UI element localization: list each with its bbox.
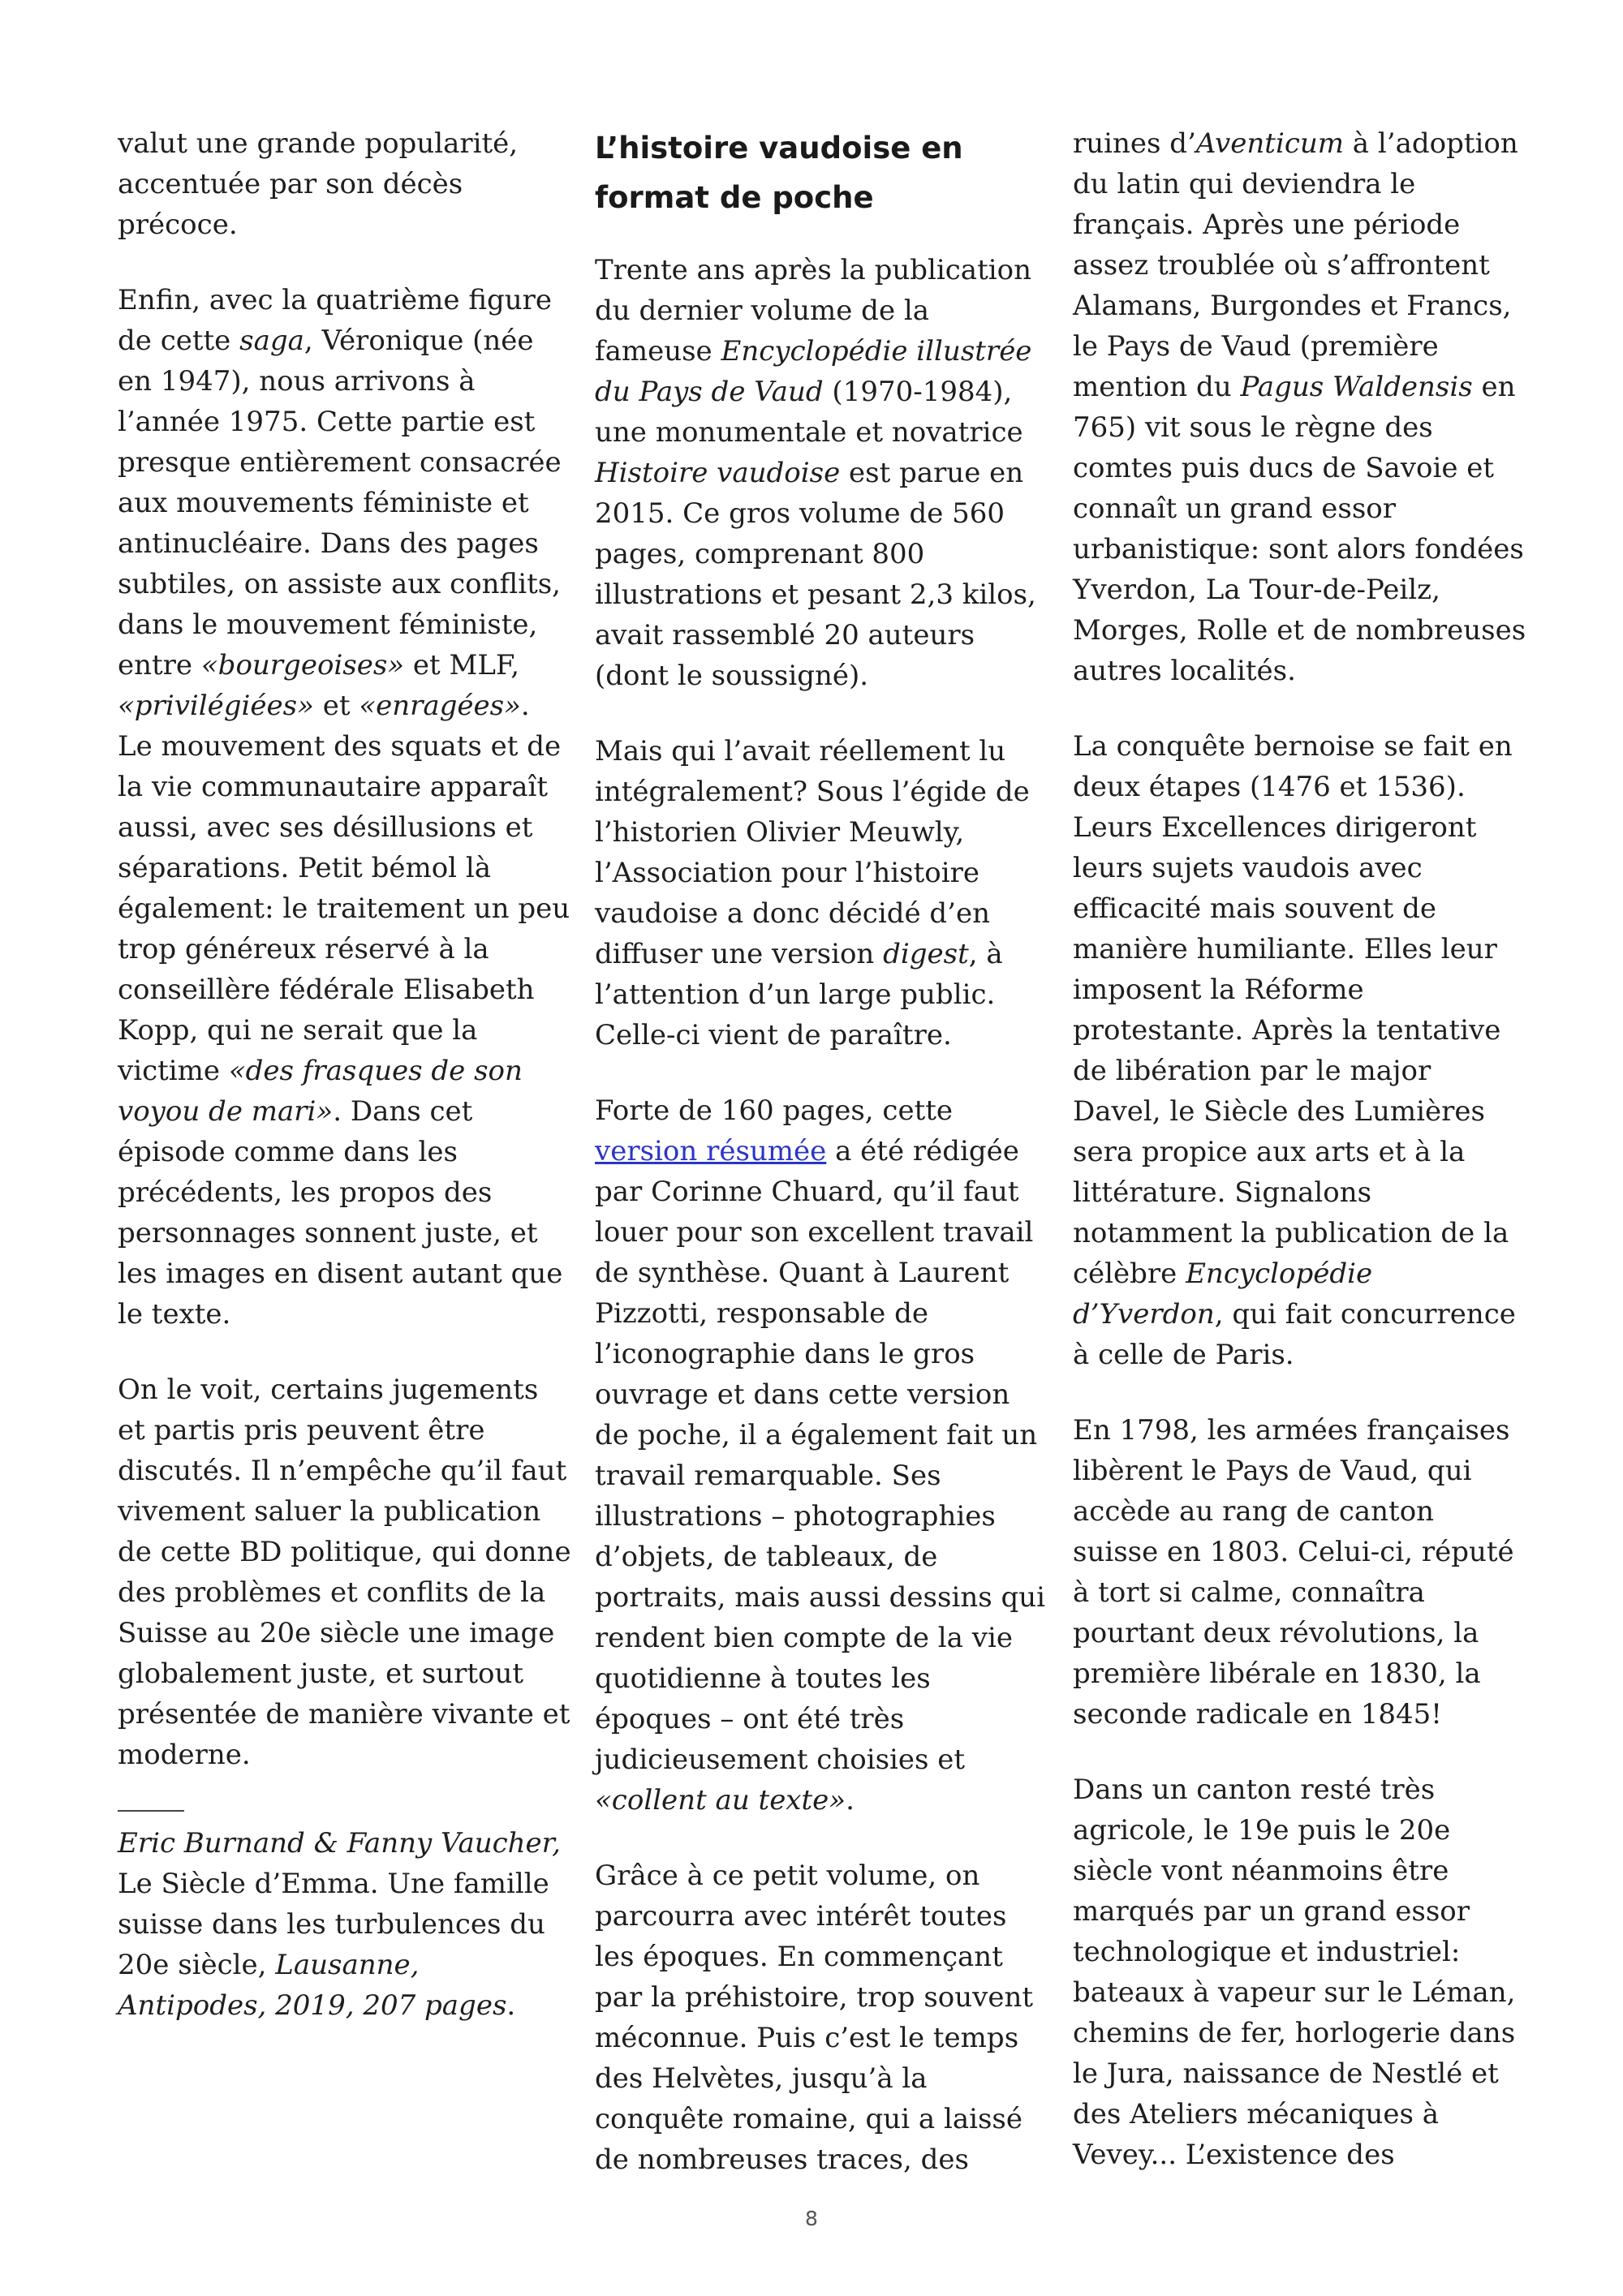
book-reference: Eric Burnand & Fanny Vaucher, Le Siècle d’Emma. Une famille suisse dans les turbulences du 20e siècle, Lausanne, Antipodes, 2019, 207 pages. (118, 1827, 561, 2022)
paragraph: Forte de 160 pages, cette version résumée a été rédigée par Corinne Chuard, qu’il faut louer pour son excellent travail de synthèse. Quant à Laurent Pizzotti, responsable de l’iconographie dans le gros ouvrage et dans cette version de poche, il a également fait un travail remarquable. Ses illustrations – photographies d’objets, de tableaux, de portraits, mais aussi dessins qui rendent bien compte de la vie quotidienne à toutes les époques – ont été très judicieusement choisies et «collent au texte». (595, 1094, 1046, 1817)
page-number: 8 (805, 2207, 818, 2230)
paragraph: Grâce à ce petit volume, on parcourra avec intérêt toutes les époques. En commençant par la préhistoire, trop souvent méconnue. Puis c’est le temps des Helvètes, jusqu’à la conquête romaine, qui a laissé de nombreuses traces, des (595, 1860, 1034, 2176)
paragraph: Enfin, avec la quatrième figure de cette saga, Véronique (née en 1947), nous arrivons à l’année 1975. Cette partie est presque entièrement consacrée aux mouvements féministe et antinucléaire. Dans des pages subtiles, on assiste aux conflits, dans le mouvement féministe, entre «bourgeoises» et MLF, «privilégiées» et «enragées». Le mouvement des squats et de la vie communautaire apparaît aussi, avec ses désillusions et séparations. Petit bémol là également: le traitement un peu trop généreux réservé à la conseillère fédérale Elisabeth Kopp, qui ne serait que la victime «des frasques de son voyou de mari». Dans cet épisode comme dans les précédents, les propos des personnages sonnent juste, et les images en disent autant que le texte. (118, 284, 570, 1331)
footnote-divider (118, 1810, 184, 1812)
paragraph: ruines d’Aventicum à l’adoption du latin qui deviendra le français. Après une période assez troublée où s’affrontent Alamans, Burgondes et Francs, le Pays de Vaud (première mention du Pagus Waldensis en 765) vit sous le règne des comtes puis ducs de Savoie et connaît un grand essor urbanistique: sont alors fondées Yverdon, La Tour-de-Peilz, Morges, Rolle et de nombreuses autres localités. (1073, 127, 1526, 687)
paragraph: On le voit, certains jugements et partis pris peuvent être discutés. Il n’empêche qu’il faut vivement saluer la publication de cette BD politique, qui donne des problèmes et conflits de la Suisse au 20e siècle une image globalement juste, et surtout présentée de manière vivante et moderne. (118, 1374, 571, 1771)
paragraph: Dans un canton resté très agricole, le 19e puis le 20e siècle vont néanmoins être marqués par un grand essor technologique et industriel: bateaux à vapeur sur le Léman, chemins de fer, horlogerie dans le Jura, naissance de Nestlé et des Ateliers mécaniques à Vevey... L’existence des (1073, 1774, 1516, 2171)
column-3 (1073, 123, 1527, 2175)
paragraph: valut une grande popularité, accentuée par son décès précoce. (118, 127, 519, 241)
paragraph: Trente ans après la publication du dernier volume de la fameuse Encyclopédie illustrée du Pays de Vaud (1970-1984), une monumentale et novatrice Histoire vaudoise est parue en 2015. Ce gros volume de 560 pages, comprenant 800 illustrations et pesant 2,3 kilos, avait rassemblé 20 auteurs (dont le soussigné). (595, 254, 1036, 692)
column-1 (118, 123, 572, 2026)
column-2 (595, 123, 1049, 2180)
footnote (118, 1823, 572, 2026)
paragraph: Mais qui l’avait réellement lu intégralement? Sous l’égide de l’historien Olivier Meuwly, l’Association pour l’histoire vaudoise a donc décidé d’en diffuser une version digest, à l’attention d’un large public. Celle-ci vient de paraître. (595, 735, 1030, 1051)
paragraph: La conquête bernoise se fait en deux étapes (1476 et 1536). Leurs Excellences dirigeront leurs sujets vaudois avec efficacité mais souvent de manière humiliante. Elles leur imposent la Réforme protestante. Après la tentative de libération par le major Davel, le Siècle des Lumières sera propice aux arts et à la littérature. Signalons notamment la publication de la célèbre Encyclopédie d’Yverdon, qui fait concurrence à celle de Paris. (1073, 730, 1516, 1371)
paragraph: En 1798, les armées françaises libèrent le Pays de Vaud, qui accède au rang de canton suisse en 1803. Celui-ci, réputé à tort si calme, connaîtra pourtant deux révolutions, la première libérale en 1830, la seconde radicale en 1845! (1073, 1414, 1514, 1731)
section-heading: L’histoire vaudoise en format de poche (595, 131, 963, 215)
version-resumee-link[interactable]: version résumée (595, 1135, 827, 1167)
